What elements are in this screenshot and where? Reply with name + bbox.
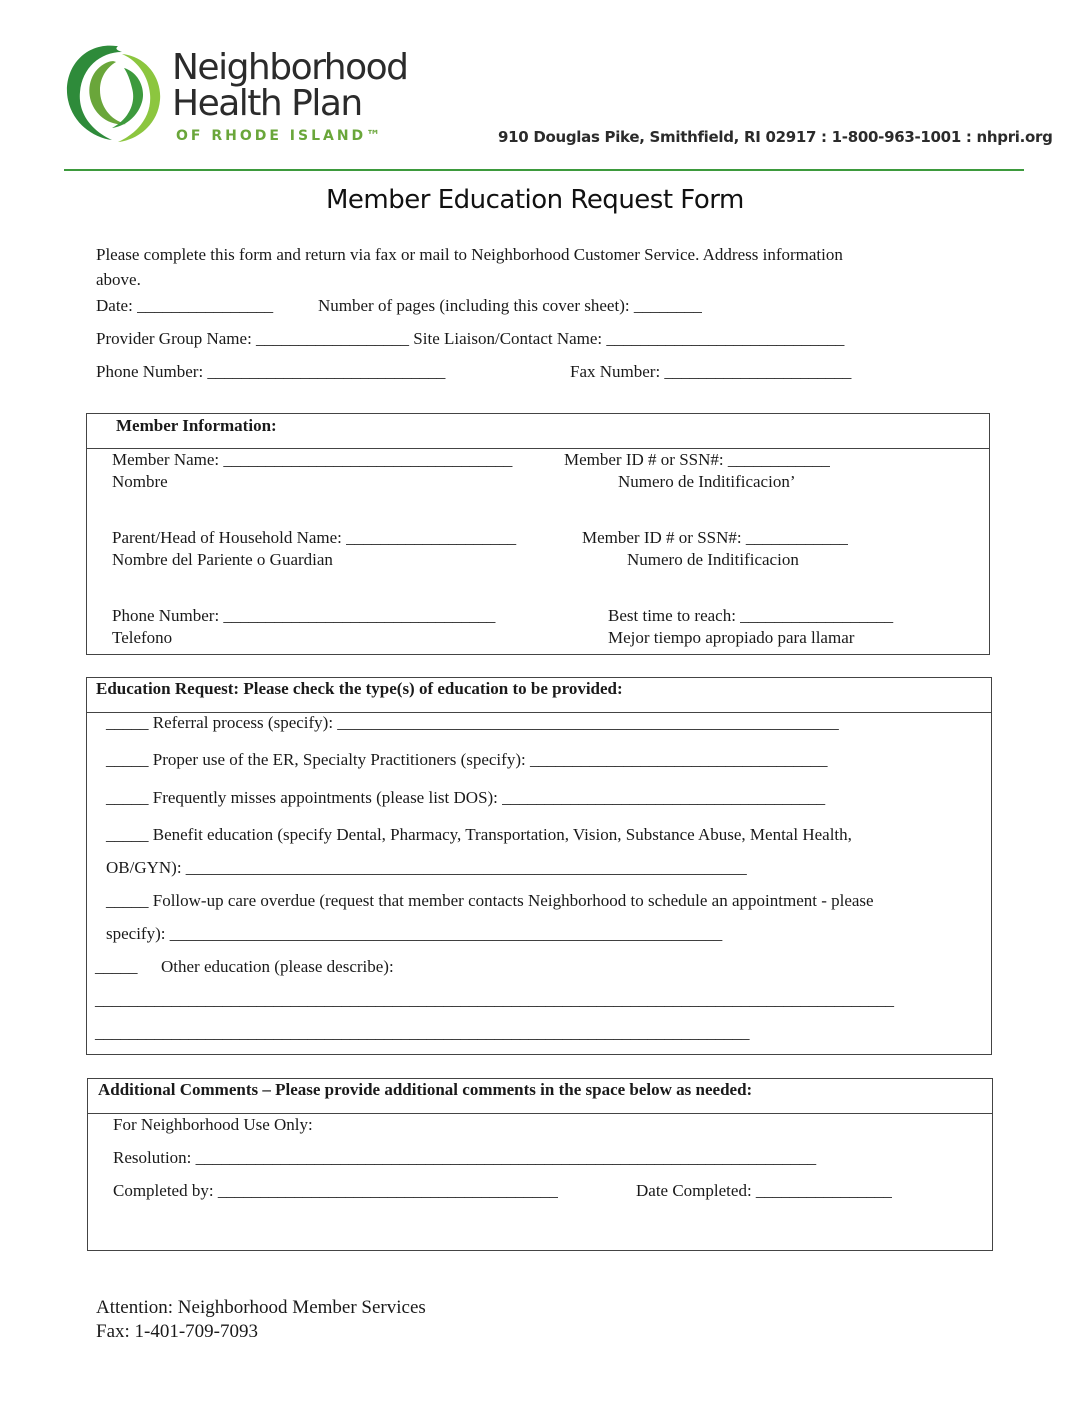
- education-request-section: [86, 677, 992, 1055]
- provider-contact-field[interactable]: Provider Group Name: __________________ Site Liaison/Contact Name: ____________________________: [96, 329, 845, 348]
- member-name-field[interactable]: Member Name: __________________________________: [112, 450, 513, 469]
- numero-label-2: Numero de Inditificacion: [627, 550, 799, 569]
- best-time-field[interactable]: Best time to reach: __________________: [608, 606, 894, 625]
- attention-line: Attention: Neighborhood Member Services: [96, 1297, 426, 1318]
- other-education-check[interactable]: _____: [95, 957, 138, 976]
- completed-by-field[interactable]: Completed by: ________________________________________: [113, 1181, 558, 1200]
- other-education-line-2[interactable]: _____________________________________________________________________________: [95, 1023, 750, 1042]
- follow-up-specify[interactable]: specify): _________________________________________________________________: [106, 924, 723, 943]
- member-phone-field[interactable]: Phone Number: ________________________________: [112, 606, 496, 625]
- pages-field[interactable]: Number of pages (including this cover sheet): ________: [318, 296, 702, 315]
- numero-label: Numero de Inditificacion’: [618, 472, 796, 491]
- benefit-education-specify[interactable]: OB/GYN): __________________________________________________________________: [106, 858, 747, 877]
- resolution-field[interactable]: Resolution: _________________________________________________________________________: [113, 1148, 817, 1167]
- nombre-label: Nombre: [112, 472, 168, 491]
- parent-member-id-field[interactable]: Member ID # or SSN#: ____________: [582, 528, 848, 547]
- fax-line: Fax: 1-401-709-7093: [96, 1321, 259, 1342]
- date-completed-field[interactable]: Date Completed: ________________: [636, 1181, 892, 1200]
- other-education-label: Other education (please describe):: [161, 957, 394, 976]
- follow-up-item[interactable]: _____ Follow-up care overdue (request that member contacts Neighborhood to schedule an appointment - please: [106, 891, 874, 910]
- logo-swirl-icon: [60, 38, 172, 148]
- date-field[interactable]: Date: ________________: [96, 296, 274, 315]
- education-request-header: [87, 678, 991, 713]
- org-contact: 910 Douglas Pike, Smithfield, RI 02917 : 1-800-963-1001 : nhpri.org: [498, 128, 1053, 146]
- missed-appointments-item[interactable]: _____ Frequently misses appointments (please list DOS): ______________________________________: [106, 788, 826, 807]
- intro-text-line1: Please complete this form and return via fax or mail to Neighborhood Customer Service. Address information: [96, 245, 843, 264]
- other-education-line-1[interactable]: ______________________________________________________________________________________________: [95, 990, 894, 1009]
- header-divider: [64, 169, 1024, 171]
- additional-comments-header: [88, 1079, 992, 1114]
- fax-number-field[interactable]: Fax Number: ______________________: [570, 362, 852, 381]
- benefit-education-item[interactable]: _____ Benefit education (specify Dental, Pharmacy, Transportation, Vision, Substance Abuse, Mental Health,: [106, 825, 852, 844]
- parent-name-field[interactable]: Parent/Head of Household Name: ____________________: [112, 528, 517, 547]
- additional-comments-section: [87, 1078, 993, 1251]
- member-info-header: [87, 414, 989, 449]
- member-id-field[interactable]: Member ID # or SSN#: ____________: [564, 450, 830, 469]
- intro-text-line2: above.: [96, 270, 141, 289]
- form-title: Member Education Request Form: [326, 185, 744, 215]
- org-name-line2: Health Plan: [172, 83, 362, 124]
- member-info-section: [86, 413, 990, 655]
- org-tagline: OF RHODE ISLAND™: [176, 128, 384, 144]
- member-info-heading: Member Information:: [116, 416, 277, 435]
- logo: [60, 38, 172, 148]
- phone-number-field[interactable]: Phone Number: ____________________________: [96, 362, 446, 381]
- mejor-tiempo-label: Mejor tiempo apropiado para llamar: [608, 628, 855, 647]
- org-name-line1: Neighborhood: [172, 47, 408, 88]
- referral-process-item[interactable]: _____ Referral process (specify): ___________________________________________________________: [106, 713, 839, 732]
- nombre-pariente-label: Nombre del Pariente o Guardian: [112, 550, 333, 569]
- additional-comments-heading: Additional Comments – Please provide additional comments in the space below as needed:: [98, 1080, 753, 1099]
- er-use-item[interactable]: _____ Proper use of the ER, Specialty Practitioners (specify): ___________________________________: [106, 750, 828, 769]
- education-request-heading: Education Request: Please check the type(s) of education to be provided:: [96, 679, 623, 698]
- neighborhood-use-label: For Neighborhood Use Only:: [113, 1115, 313, 1134]
- telefono-label: Telefono: [112, 628, 173, 647]
